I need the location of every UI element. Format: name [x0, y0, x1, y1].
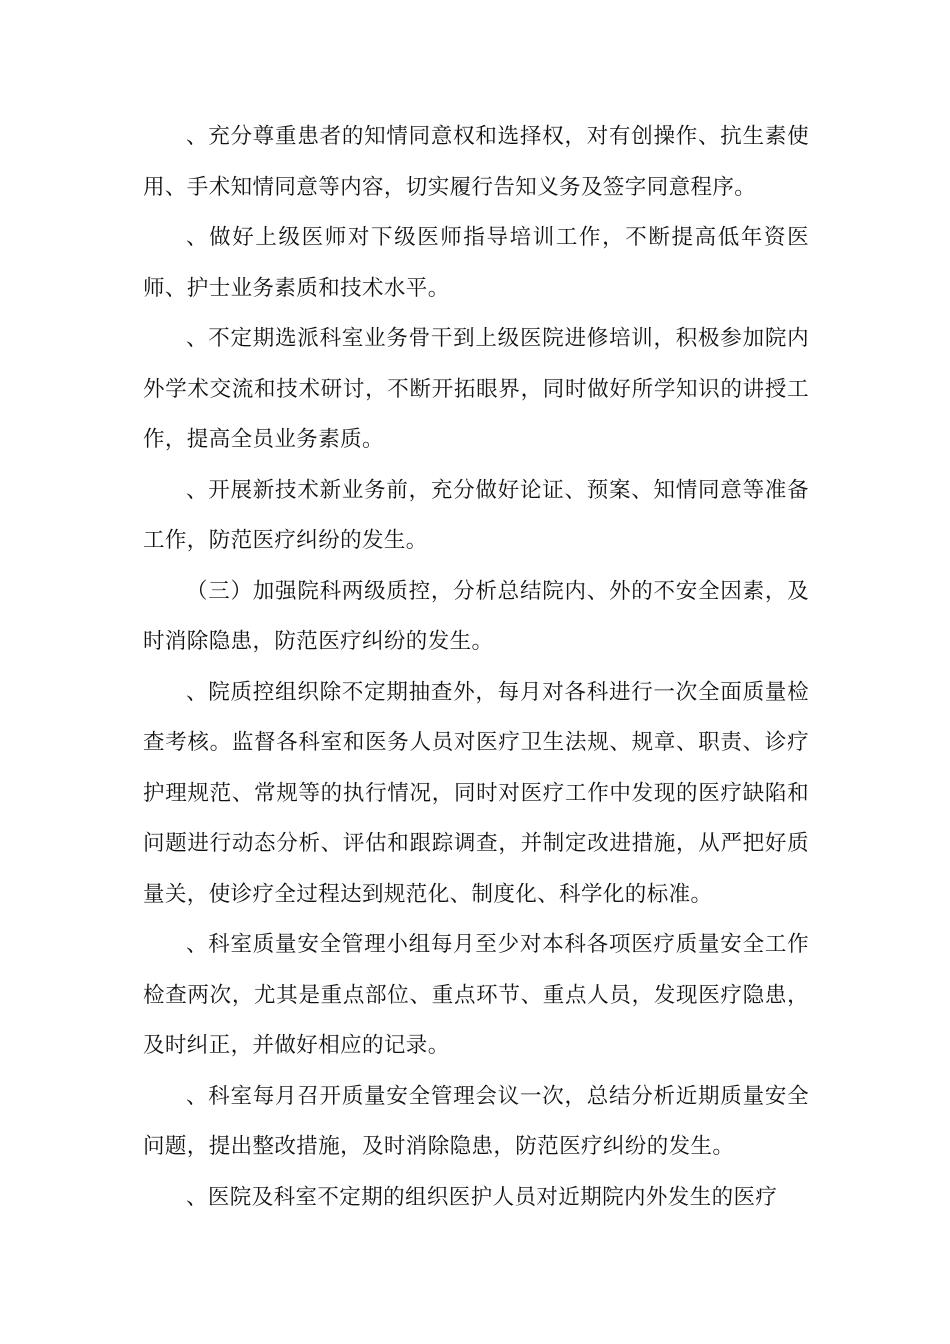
paragraph-physician-training: 、做好上级医师对下级医师指导培训工作，不断提高低年资医师、护士业务素质和技术水平。 — [143, 225, 809, 301]
paragraph-case-review: 、医院及科室不定期的组织医护人员对近期院内外发生的医疗 — [186, 1184, 778, 1210]
paragraph-section-three-heading: （三）加强院科两级质控，分析总结院内、外的不安全因素，及时消除隐患，防范医疗纠纷的发生。 — [143, 578, 809, 654]
paragraph-department-safety-group: 、科室质量安全管理小组每月至少对本科各项医疗质量安全工作检查两次，尤其是重点部位、重点环节、重点人员，发现医疗隐患，及时纠正，并做好相应的记录。 — [143, 932, 809, 1058]
paragraph-new-technology: 、开展新技术新业务前，充分做好论证、预案、知情同意等准备工作，防范医疗纠纷的发生。 — [143, 477, 809, 553]
paragraph-informed-consent: 、充分尊重患者的知情同意权和选择权，对有创操作、抗生素使用、手术知情同意等内容，切实履行告知义务及签字同意程序。 — [143, 124, 809, 200]
document-body — [143, 112, 809, 1223]
paragraph-hospital-quality-control: 、院质控组织除不定期抽查外，每月对各科进行一次全面质量检查考核。监督各科室和医务人员对医疗卫生法规、规章、职责、诊疗护理规范、常规等的执行情况，同时对医疗工作中发现的医疗缺陷和问题进行动态分析、评估和跟踪调查，并制定改进措施，从严把好质量关，使诊疗全过程达到规范化、制度化、科学化的标准。 — [143, 679, 809, 907]
paragraph-monthly-safety-meeting: 、科室每月召开质量安全管理会议一次，总结分析近期质量安全问题，提出整改措施，及时消除隐患，防范医疗纠纷的发生。 — [143, 1083, 809, 1159]
paragraph-advanced-study: 、不定期选派科室业务骨干到上级医院进修培训，积极参加院内外学术交流和技术研讨，不断开拓眼界，同时做好所学知识的讲授工作，提高全员业务素质。 — [143, 326, 809, 452]
